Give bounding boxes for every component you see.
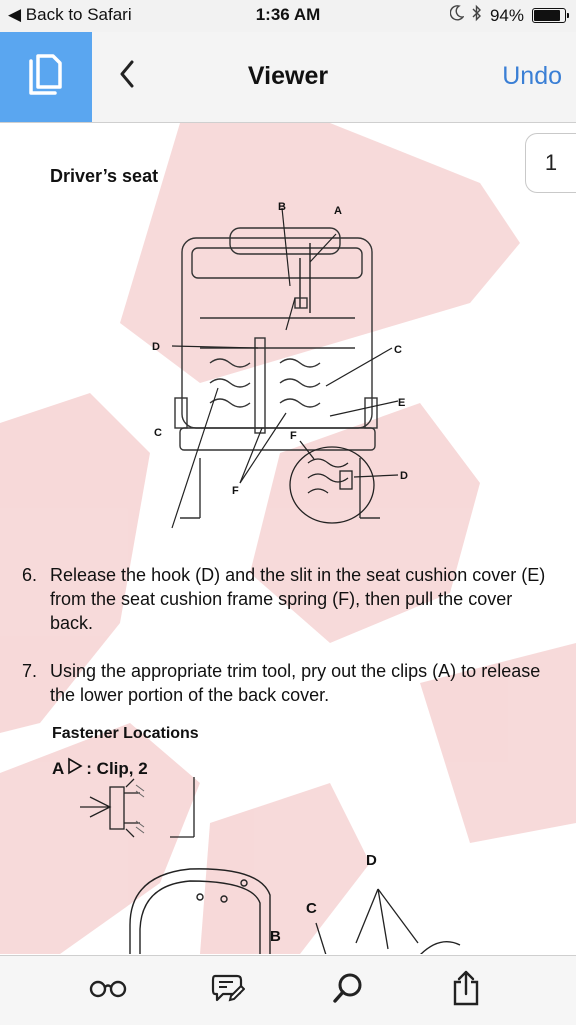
- step-text: Release the hook (D) and the slit in the seat cushion cover (E) from the seat cushion frame spring (F), then pull the cover back.: [50, 565, 546, 633]
- document-viewer[interactable]: [0, 123, 576, 954]
- figure-label-c: C: [394, 344, 402, 356]
- status-time: 1:36 AM: [255, 5, 321, 24]
- glasses-icon: [89, 978, 127, 1003]
- comment-edit-icon: [211, 972, 245, 1009]
- seat-back-diagram: [120, 845, 540, 954]
- documents-button[interactable]: [0, 32, 92, 122]
- document-copy-icon: [27, 53, 65, 102]
- figure-label-d: D: [152, 341, 160, 353]
- battery-icon: [532, 8, 566, 23]
- reading-mode-button[interactable]: [88, 970, 128, 1010]
- lower-label-d: D: [366, 852, 377, 869]
- inset-label-d: D: [400, 470, 408, 482]
- clip-letter: A: [52, 758, 65, 778]
- moon-icon: [450, 5, 464, 26]
- annotate-button[interactable]: [208, 970, 248, 1010]
- figure-label-f: F: [232, 485, 239, 497]
- figure-label-c-left: C: [154, 427, 162, 439]
- clip-description: : Clip, 2: [86, 758, 148, 778]
- bottom-toolbar: [0, 955, 576, 1025]
- step-text: Using the appropriate trim tool, pry out the clips (A) to release the lower portion of the back cover.: [50, 661, 541, 705]
- share-icon: [452, 970, 480, 1011]
- search-icon: [332, 972, 364, 1009]
- clip-drawing: [70, 777, 196, 841]
- spring-detail-inset: [280, 423, 420, 533]
- fastener-heading: Fastener Locations: [52, 725, 199, 742]
- battery-fill: [534, 10, 560, 21]
- figure-label-b: B: [278, 201, 286, 213]
- bluetooth-icon: [472, 4, 482, 27]
- back-to-safari-link[interactable]: ◀ Back to Safari: [8, 5, 132, 24]
- battery-percent: 94%: [489, 5, 524, 25]
- inset-label-f: F: [290, 430, 297, 442]
- figure-label-a: A: [334, 205, 342, 217]
- step-6: [22, 563, 560, 635]
- share-button[interactable]: [446, 970, 486, 1010]
- page-number-badge[interactable]: 1: [525, 133, 576, 193]
- figure-label-e: E: [398, 397, 406, 409]
- lower-label-b: B: [270, 928, 281, 945]
- nav-bar: [0, 32, 576, 123]
- step-7: [22, 659, 560, 707]
- back-button[interactable]: [112, 56, 142, 96]
- page-title: Viewer: [247, 62, 329, 90]
- status-bar: [0, 0, 576, 32]
- step-number: 6.: [22, 565, 38, 585]
- undo-button[interactable]: Undo: [502, 62, 562, 90]
- chevron-left-icon: [119, 60, 135, 93]
- search-button[interactable]: [328, 970, 368, 1010]
- step-number: 7.: [22, 661, 38, 681]
- lower-label-c: C: [306, 900, 317, 917]
- section-heading: Driver’s seat: [50, 166, 159, 186]
